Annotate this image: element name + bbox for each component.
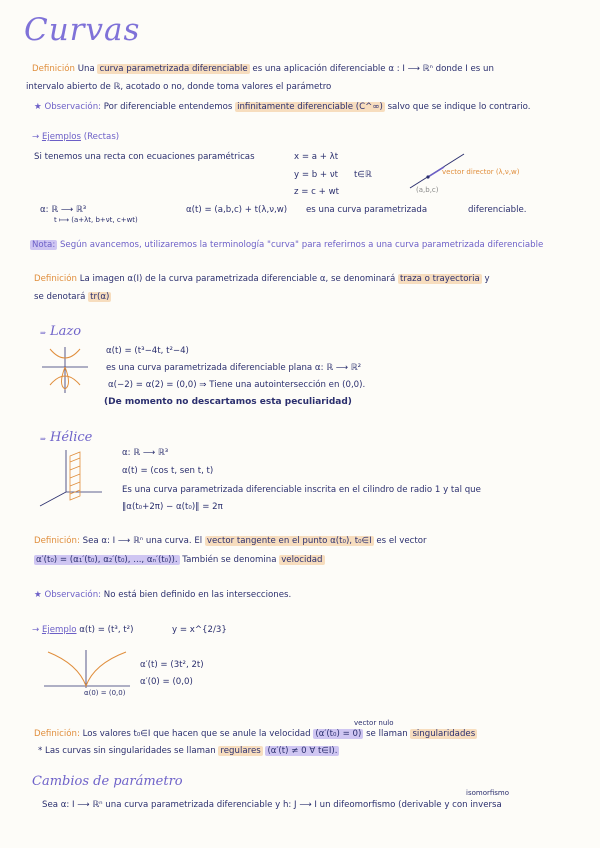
def1-text-b: es una aplicación diferenciable α : I ⟶ ℝⁿ donde I es un xyxy=(252,64,494,74)
helice-label: Hélice xyxy=(50,430,93,445)
obs1-text-b: salvo que se indique lo contrario. xyxy=(387,102,531,112)
def4-zero-velocity: (α′(t₀) = 0) xyxy=(315,729,362,739)
bullet-star-icon: ★ xyxy=(34,102,42,112)
definition-tangent xyxy=(34,536,427,546)
def4-text-b: se llaman xyxy=(366,729,408,739)
param-eq-x: x = a + λt xyxy=(294,152,339,162)
def3-label: Definición: xyxy=(34,536,80,546)
ejemplo-y-eq: y = x^{2/3} xyxy=(172,625,227,635)
examples-intro: Si tenemos una recta con ecuaciones paramétricas xyxy=(34,152,255,162)
ejemplo-eq: α(t) = (t³, t²) xyxy=(79,625,134,635)
def3-highlight: vector tangente en el punto α(t₀), t₀∈I xyxy=(206,536,372,546)
alpha-line-eq: α(t) = (a,b,c) + t(λ,ν,w) xyxy=(186,205,288,215)
def2-text-b: y xyxy=(484,274,490,284)
page-title: Curvas xyxy=(24,12,141,48)
def3-velocity-highlight: velocidad xyxy=(281,555,323,565)
note xyxy=(30,240,543,250)
def4-singularities-highlight: singularidades xyxy=(412,729,476,739)
helix-sketch xyxy=(36,448,106,508)
cambios-heading: Cambios de parámetro xyxy=(32,774,183,789)
helice-norm: ‖α(t₀+2π) − α(t₀)‖ = 2π xyxy=(122,502,223,512)
def3-line2-text: También se denomina xyxy=(182,555,277,565)
isomorfismo-note: isomorfismo xyxy=(466,789,510,797)
def1-line2: intervalo abierto de ℝ, acotado o no, donde toma valores el parámetro xyxy=(26,82,332,92)
helice-eq: α(t) = (cos t, sen t, t) xyxy=(122,466,214,476)
note-text-b: para referirnos a una curva parametrizada diferenciable xyxy=(301,240,544,250)
helice-desc: Es una curva parametrizada diferenciable inscrita en el cilindro de radio 1 y tal que xyxy=(122,485,481,495)
def3-text-a: Sea α: I ⟶ ℝⁿ una curva. El xyxy=(82,536,203,546)
def2-text-a: La imagen α(I) de la curva parametrizada diferenciable α, se denominará xyxy=(79,274,396,284)
examples-label: Ejemplos xyxy=(41,132,81,142)
def4-label: Definición: xyxy=(34,729,80,739)
arrow-icon: → xyxy=(32,132,40,142)
definition-curve xyxy=(32,64,494,74)
observation-2 xyxy=(34,590,291,600)
ejemplo-derivative: α′(t) = (3t², 2t) xyxy=(140,660,204,670)
alpha-desc-b: diferenciable. xyxy=(468,205,527,215)
observation-label: Observación: xyxy=(44,102,102,112)
cusp-origin-label: α(0) = (0,0) xyxy=(84,689,126,697)
def4-regular-highlight: regulares xyxy=(220,746,261,756)
lazo-eq: α(t) = (t³−4t, t²−4) xyxy=(106,346,189,356)
lazo-self-intersection: α(−2) = α(2) = (0,0) ⇒ Tiene una autointersección en (0,0). xyxy=(108,380,366,390)
obs1-highlight: infinitamente diferenciable (C^∞) xyxy=(237,102,383,112)
def3-velocity-vector: α′(t₀) = (α₁′(t₀), α₂′(t₀), ..., αₙ′(t₀)). xyxy=(36,555,178,565)
point-label: (a,b,c) xyxy=(416,186,439,194)
def2-label: Definición xyxy=(34,274,77,284)
def4-text-a: Los valores t₀∈I que hacen que se anule la velocidad xyxy=(82,729,311,739)
bullet-star-icon: ★ xyxy=(34,590,42,600)
vector-director-label: vector director (λ,ν,w) xyxy=(442,168,520,176)
def4-line2 xyxy=(38,746,339,756)
def1-highlight: curva parametrizada diferenciable xyxy=(99,64,248,74)
ejemplo-derivative-zero: α′(0) = (0,0) xyxy=(140,677,193,687)
map-rule: t ⟼ (a+λt, b+νt, c+wt) xyxy=(54,216,138,224)
obs2-text: No está bien definido en las intersecciones. xyxy=(103,590,292,600)
examples-paren: (Rectas) xyxy=(83,132,120,142)
definition-singularities xyxy=(34,729,477,739)
ejemplo-label: Ejemplo xyxy=(41,625,77,635)
cambios-text: Sea α: I ⟶ ℝⁿ una curva parametrizada diferenciable y h: J ⟶ I un difeomorfismo (derivable y con inversa xyxy=(42,800,502,810)
def3-line2 xyxy=(34,555,325,565)
def2-line2-text: se denotará xyxy=(34,292,86,302)
param-eq-z: z = c + wt xyxy=(294,187,339,197)
note-text-a: Según avancemos, utilizaremos la terminología xyxy=(59,240,265,250)
alpha-desc-a: es una curva parametrizada xyxy=(306,205,428,215)
double-arrow-icon: ⇒ xyxy=(40,435,46,443)
t-in-r: t∈ℝ xyxy=(354,170,372,180)
cusp-sketch xyxy=(44,648,134,692)
lazo-sketch xyxy=(40,345,90,395)
examples-heading xyxy=(32,132,119,142)
double-arrow-icon: ⇒ xyxy=(40,329,46,337)
vector-nulo-note: vector nulo xyxy=(354,719,394,727)
def2-highlight: traza o trayectoria xyxy=(399,274,480,284)
lazo-desc: es una curva parametrizada diferenciable plana α: ℝ ⟶ ℝ² xyxy=(106,363,362,373)
note-label: Nota: xyxy=(32,240,56,250)
def1-text-a: Una xyxy=(77,64,95,74)
def3-text-b: es el vector xyxy=(376,536,427,546)
helice-map: α: ℝ ⟶ ℝ³ xyxy=(122,448,169,458)
param-eq-y: y = b + νt xyxy=(294,170,339,180)
def4-regular-condition: (α′(t) ≠ 0 ∀ t∈I). xyxy=(267,746,338,756)
def2-line2 xyxy=(34,292,111,302)
definition-label: Definición xyxy=(32,64,75,74)
obs2-label: Observación: xyxy=(44,590,102,600)
lazo-heading xyxy=(40,324,81,339)
map-r-r3: α: ℝ ⟶ ℝ³ xyxy=(40,205,87,215)
arrow-icon: → xyxy=(32,625,40,635)
lazo-label: Lazo xyxy=(50,324,82,339)
obs1-text-a: Por diferenciable entendemos xyxy=(103,102,233,112)
def2-line2-highlight: tr(α) xyxy=(90,292,110,302)
definition-trace xyxy=(34,274,490,284)
observation-1 xyxy=(34,102,531,112)
def4-line2-text: * Las curvas sin singularidades se llaman xyxy=(38,746,216,756)
helice-heading xyxy=(40,430,92,445)
note-quote: "curva" xyxy=(267,240,299,250)
lazo-note: (De momento no descartamos esta peculiaridad) xyxy=(104,397,352,407)
ejemplo-heading xyxy=(32,625,133,635)
